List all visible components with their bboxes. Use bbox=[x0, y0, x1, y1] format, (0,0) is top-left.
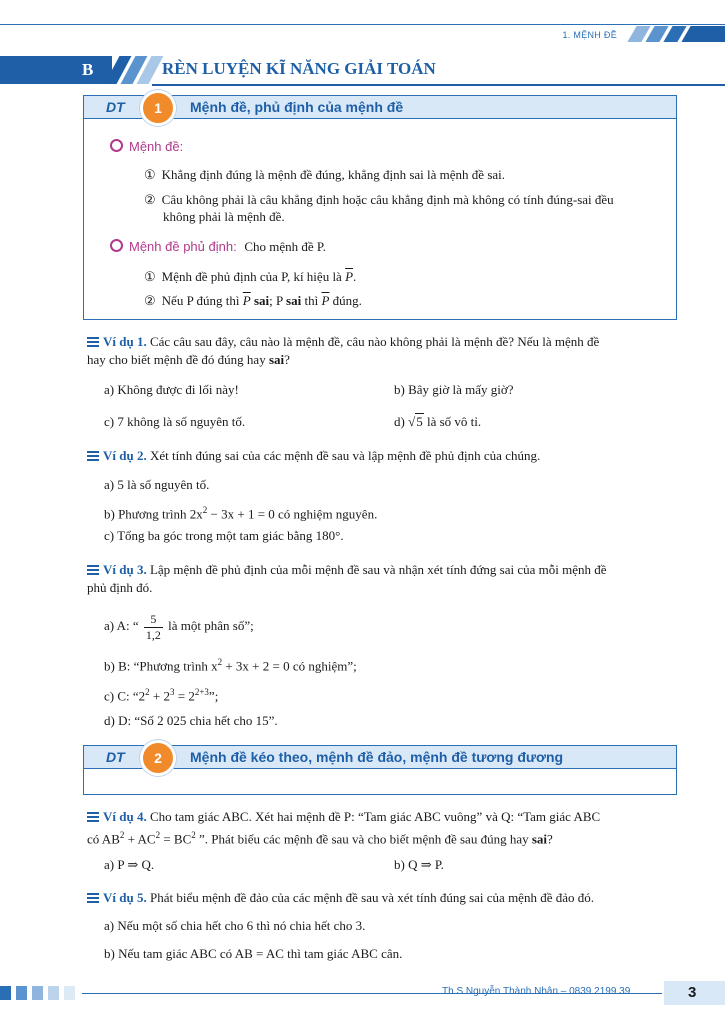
superscript: 2 bbox=[217, 657, 223, 667]
option-a: a) Không được đi lối này! bbox=[104, 382, 239, 397]
gear-icon bbox=[110, 139, 123, 152]
option-b: b) Bây giờ là mấy giờ? bbox=[394, 382, 514, 397]
example-1-text-2: hay cho biết mệnh đề đó đúng hay sai? bbox=[87, 352, 290, 367]
list-icon bbox=[87, 812, 99, 822]
example-heading: Ví dụ 5. bbox=[103, 890, 147, 905]
example-text: + AC bbox=[124, 831, 156, 847]
radicand: 5 bbox=[416, 414, 423, 429]
subheading-text: Mệnh đề: bbox=[129, 139, 184, 154]
example-heading: Ví dụ 2. bbox=[103, 448, 147, 463]
subheading-intro: Cho mệnh đề P. bbox=[244, 239, 326, 254]
superscript: 2 bbox=[191, 830, 196, 840]
option-text: = 2 bbox=[174, 688, 195, 704]
option-text: b) Phương trình 2x bbox=[104, 506, 203, 522]
list-item-text: Nếu P đúng thì bbox=[161, 293, 240, 308]
fraction-numerator: 5 bbox=[144, 612, 163, 628]
p-bar: $\overline{P}$ bbox=[321, 293, 330, 308]
footer-square bbox=[32, 986, 43, 1000]
superscript: 3 bbox=[170, 687, 175, 697]
option-a: a) 5 là số nguyên tố. bbox=[104, 477, 210, 492]
circled-number: ② bbox=[144, 293, 156, 308]
option-text: − 3x + 1 = 0 có nghiệm nguyên. bbox=[207, 506, 378, 522]
example-heading: Ví dụ 3. bbox=[103, 562, 147, 577]
header-stripe bbox=[681, 26, 725, 42]
dt1-label: DT bbox=[106, 99, 125, 115]
circled-number: ① bbox=[144, 167, 156, 182]
superscript: 2+3 bbox=[194, 687, 209, 697]
example-text: ”. Phát biểu các mệnh đề sau và cho biết mệnh đề sau đúng hay bbox=[195, 831, 529, 847]
dt1-header bbox=[84, 96, 676, 119]
superscript: 2 bbox=[155, 830, 161, 840]
list-item-text: Khẳng định đúng là mệnh đề đúng, khẳng định sai là mệnh đề sai. bbox=[161, 167, 506, 182]
p-bar: $\overline{P}$ bbox=[242, 293, 251, 308]
footer-square bbox=[48, 986, 59, 1000]
list-icon bbox=[87, 337, 99, 347]
footer-square bbox=[64, 986, 75, 1000]
example-text: có AB bbox=[87, 831, 120, 847]
dt1-box bbox=[83, 95, 677, 320]
option-a: a) P ⇒ Q. bbox=[104, 857, 155, 872]
dt1-number-badge: 1 bbox=[140, 90, 176, 126]
option-b bbox=[104, 653, 357, 675]
dt2-header bbox=[84, 746, 676, 769]
bold-word: sai bbox=[254, 293, 270, 308]
example-heading: Ví dụ 1. bbox=[103, 334, 147, 349]
option-text: ”; bbox=[208, 688, 219, 704]
example-text: = BC bbox=[160, 831, 192, 847]
option-label: d) bbox=[394, 414, 405, 429]
list-icon bbox=[87, 565, 99, 575]
circled-number: ② bbox=[144, 192, 156, 207]
option-c: c) Tổng ba góc trong một tam giác bằng 180°. bbox=[104, 528, 344, 543]
list-icon bbox=[87, 893, 99, 903]
dt2-label: DT bbox=[106, 749, 125, 765]
dt2-number-badge: 2 bbox=[140, 740, 176, 776]
section-underline bbox=[152, 84, 725, 86]
option-d bbox=[394, 413, 481, 431]
example-4-text-2: có $AB^2 + AC^2 = BC^2$ ”. Phát biểu các mệnh đề sau và cho biết mệnh đề sau đúng hay sai? bbox=[87, 830, 553, 847]
list-item: ① Mệnh đề phủ định của P, kí hiệu là $\overline{P}$. bbox=[144, 269, 357, 284]
option-text: b) B: “Phương trình x bbox=[104, 658, 218, 674]
bold-word: sai bbox=[286, 293, 302, 308]
running-head: 1. MỆNH ĐỀ bbox=[562, 30, 617, 40]
example-text: hay cho biết mệnh đề đó đúng hay bbox=[87, 352, 266, 367]
fraction bbox=[144, 612, 163, 643]
option-b: b) Nếu tam giác ABC có AB = AC thì tam giác ABC cân. bbox=[104, 946, 403, 961]
bold-word: sai bbox=[531, 831, 548, 847]
list-item bbox=[144, 191, 614, 209]
example-2-text bbox=[87, 447, 540, 465]
list-item bbox=[144, 166, 505, 184]
footer-author: Th.S Nguyễn Thành Nhân – 0839.2199.39 bbox=[442, 986, 631, 997]
dt1-title: Mệnh đề, phủ định của mệnh đề bbox=[190, 99, 404, 115]
option-d: d) D: “Số 2 025 chia hết cho 15”. bbox=[104, 713, 278, 728]
bold-word: sai bbox=[268, 352, 285, 367]
section-letter: B bbox=[82, 60, 94, 79]
option-c: c) 7 không là số nguyên tố. bbox=[104, 414, 246, 429]
footer-square bbox=[16, 986, 27, 1000]
p-bar: $\overline{P}$ bbox=[345, 269, 354, 284]
subheading-text: Mệnh đề phủ định: bbox=[129, 239, 237, 254]
option-text: là số vô tỉ. bbox=[426, 414, 482, 429]
example-text: Xét tính đúng sai của các mệnh đề sau và lập mệnh đề phủ định của chúng. bbox=[149, 448, 541, 463]
option-text: là một phân số”; bbox=[168, 618, 254, 633]
footer-square bbox=[0, 986, 11, 1000]
example-3-text bbox=[87, 561, 677, 579]
example-heading: Ví dụ 4. bbox=[103, 809, 147, 824]
option-b: b) Q ⇒ P. bbox=[394, 857, 444, 872]
dt2-title: Mệnh đề kéo theo, mệnh đề đảo, mệnh đề tương đương bbox=[190, 749, 564, 765]
list-icon bbox=[87, 451, 99, 461]
subheading-menh-de bbox=[110, 139, 183, 154]
circled-number: ① bbox=[144, 269, 156, 284]
gear-icon bbox=[110, 239, 123, 252]
example-text: Phát biểu mệnh đề đảo của các mệnh đề sau và xét tính đúng sai của mệnh đề đảo đó. bbox=[149, 890, 594, 905]
sqrt-symbol: √5 bbox=[408, 414, 423, 429]
dt2-box bbox=[83, 745, 677, 795]
example-text: Cho tam giác ABC. Xét hai mệnh đề P: “Tam giác ABC vuông” và Q: “Tam giác ABC bbox=[149, 809, 601, 824]
example-3-text-2: phủ định đó. bbox=[87, 580, 153, 595]
superscript: 2 bbox=[145, 687, 150, 697]
list-item-text: thì bbox=[304, 293, 319, 308]
subheading-menh-de-phu-dinh bbox=[110, 239, 326, 255]
section-letter-box bbox=[0, 56, 112, 84]
section-title: RÈN LUYỆN KĨ NĂNG GIẢI TOÁN bbox=[162, 59, 436, 78]
top-rule bbox=[0, 24, 725, 25]
fraction-denominator: 1,2 bbox=[145, 627, 161, 642]
example-1-text bbox=[87, 333, 677, 351]
page-number: 3 bbox=[688, 984, 697, 1001]
example-5-text bbox=[87, 889, 594, 907]
example-text: Các câu sau đây, câu nào là mệnh đề, câu nào không phải là mệnh đề? Nếu là mệnh đề bbox=[149, 334, 600, 349]
example-text: Lập mệnh đề phủ định của mỗi mệnh đề sau và nhận xét tính đứng sai của mỗi mệnh đề bbox=[149, 562, 607, 577]
list-item bbox=[144, 292, 362, 310]
list-item-text: ; P bbox=[269, 293, 283, 308]
option-text: c) C: “2 bbox=[104, 688, 146, 704]
example-4-text bbox=[87, 808, 677, 826]
list-item-text: đúng. bbox=[332, 293, 362, 308]
option-c bbox=[104, 683, 218, 705]
list-item-text: Câu không phải là câu khẳng định hoặc câu khẳng định mà không có tính đúng-sai đều bbox=[161, 192, 614, 207]
list-item-continued: không phải là mệnh đề. bbox=[163, 209, 285, 224]
option-text: a) A: “ bbox=[104, 618, 139, 633]
option-a bbox=[104, 606, 254, 646]
superscript: 2 bbox=[202, 505, 208, 515]
option-text: + 2 bbox=[149, 688, 170, 704]
option-a: a) Nếu một số chia hết cho 6 thì nó chia hết cho 3. bbox=[104, 918, 366, 933]
list-item-text: Mệnh đề phủ định của P, kí hiệu là bbox=[161, 269, 342, 284]
option-b bbox=[104, 501, 377, 523]
option-text: + 3x + 2 = 0 có nghiệm”; bbox=[222, 658, 357, 674]
superscript: 2 bbox=[119, 830, 125, 840]
